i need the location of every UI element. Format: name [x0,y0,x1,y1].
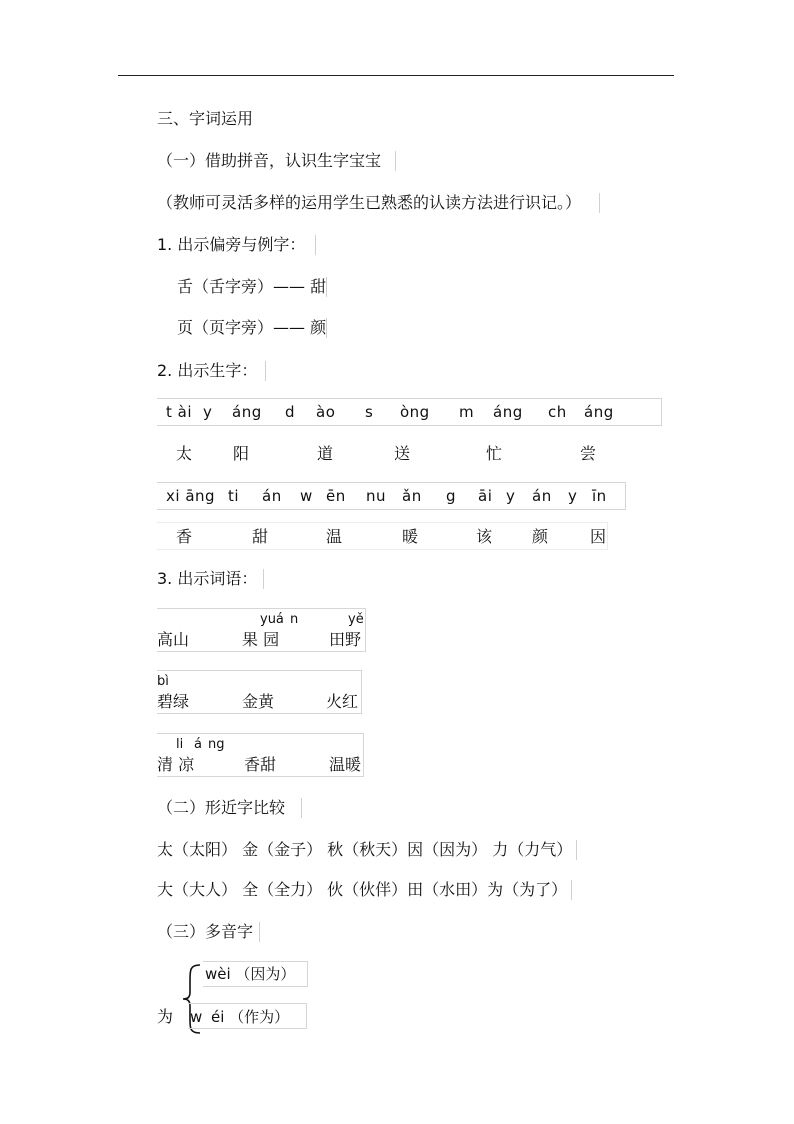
header-rule [118,75,674,76]
pinyin: ch [548,403,567,421]
pinyin: áng [493,403,523,421]
character: 道 [317,444,334,463]
word: 清 凉 [157,755,195,774]
pinyin: āi [478,487,493,505]
pinyin: òng [400,403,430,421]
character: 忙 [486,444,503,463]
comparison-row-1: 太（太阳） 金（金子） 秋（秋天）因（因为） 力（力气） [157,840,577,860]
pinyin: ti [228,487,240,505]
character: 暖 [402,527,419,546]
step3-label: 3. 出示词语： [157,569,264,589]
pinyin: s [365,403,374,421]
word: 金黄 [242,692,275,711]
part1-heading: （一）借助拼音，认识生字宝宝 [157,151,396,171]
pinyin: áng [584,403,614,421]
pinyin: li [176,737,184,752]
part2-heading: （二）形近字比较 [157,798,302,818]
pinyin: ǎn [402,487,422,505]
character: 阳 [233,444,250,463]
character: 尝 [580,444,597,463]
radical-line-2: 页（页字旁）—— 颜 [177,318,327,337]
word: 火红 [326,692,359,711]
reading-wei2: éi （作为） [211,1008,290,1026]
pinyin: bì [157,674,169,689]
character: 甜 [252,527,269,546]
pinyin: yě [348,612,364,627]
pinyin: n [290,612,299,627]
pinyin: áng [232,403,262,421]
character: 颜 [532,527,549,546]
step1-label: 1. 出示偏旁与例字： [157,235,316,255]
character: 送 [394,444,411,463]
pinyin: w [300,487,313,505]
word: 碧绿 [157,692,190,711]
word: 果 园 [242,630,280,649]
word: 田野 [329,630,362,649]
character: 温 [326,527,343,546]
pinyin: y [506,487,516,505]
word: 温暖 [329,755,362,774]
part1-note: （教师可灵活多样的运用学生已熟悉的认读方法进行识记。） [157,193,600,213]
pinyin: ào [316,403,336,421]
pinyin: yuá [260,612,284,627]
character: 该 [476,527,493,546]
comparison-row-2: 大（大人） 全（全力） 伙（伙伴）田（水田）为（为了） [157,880,572,900]
pinyin: m [459,403,475,421]
pinyin: xi āng [166,487,216,505]
step2-label: 2. 出示生字： [157,361,266,381]
pinyin: g [446,487,457,505]
pinyin: nu [366,487,387,505]
pinyin: t ài [166,403,193,421]
pinyin: y [568,487,578,505]
character: 太 [176,444,193,463]
word: 高山 [157,630,190,649]
pinyin: án [532,487,552,505]
part3-heading: （三）多音字 [157,922,260,942]
pinyin: d [285,403,296,421]
pinyin: ng [208,737,225,752]
pinyin: īn [592,487,607,505]
character: 因 [590,527,607,546]
polyphonic-char: 为 [157,1007,174,1026]
pinyin: y [203,403,213,421]
character: 香 [176,527,193,546]
radical-line-1: 舌（舌字旁）—— 甜 [177,277,327,296]
reading-wei4: wèi （因为） [205,965,296,983]
pinyin: á [194,737,202,752]
word: 香甜 [244,755,277,774]
section-title: 三、字词运用 [157,109,254,128]
pinyin: ēn [326,487,346,505]
pinyin: án [262,487,282,505]
reading-wei2-initial: w [190,1008,203,1026]
